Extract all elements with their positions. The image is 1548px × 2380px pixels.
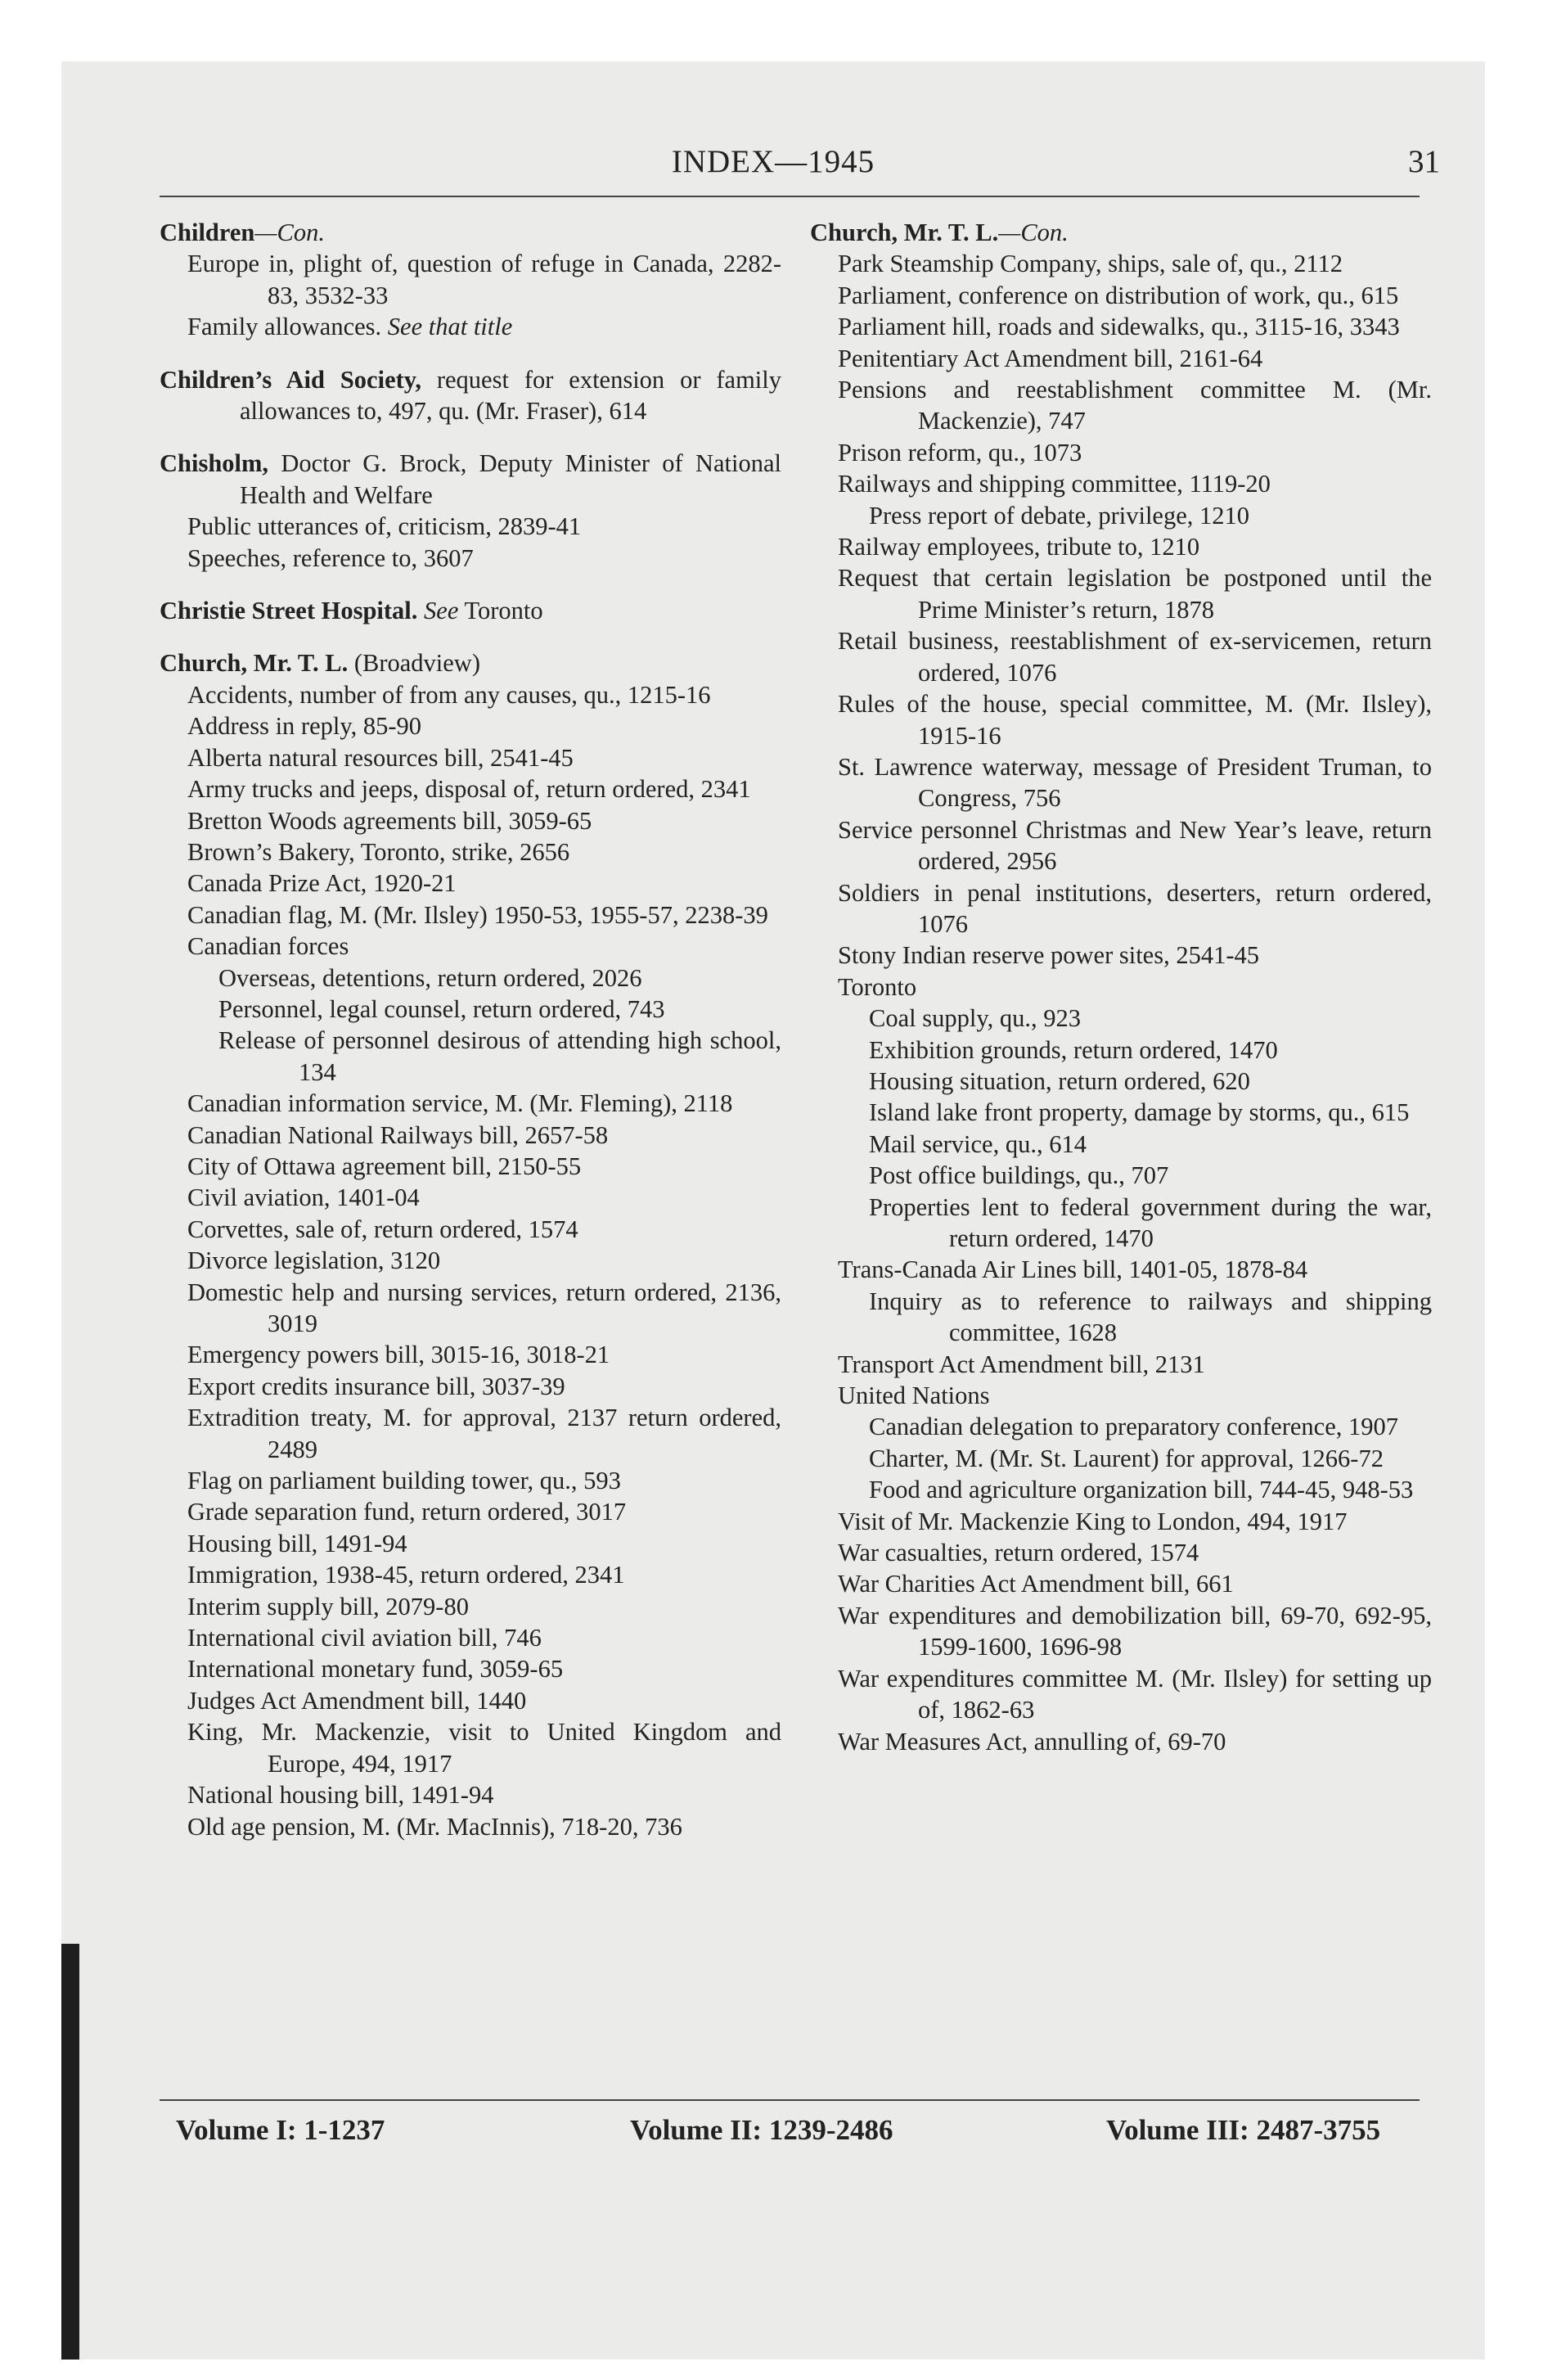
entry-text: Old age pension, M. (Mr. MacInnis), 718-20, 736 — [187, 1812, 682, 1841]
heading-name: Children’s Aid Society, — [160, 365, 421, 394]
continued-marker: —Con. — [998, 219, 1069, 246]
index-subentry — [810, 625, 1432, 688]
entry-text: Personnel, legal counsel, return ordered, 743 — [218, 994, 665, 1023]
entry-text: Housing bill, 1491-94 — [187, 1529, 407, 1557]
entry-text: Food and agriculture organization bill, 744-45, 948-53 — [869, 1476, 1414, 1504]
index-subentry — [810, 437, 1432, 468]
index-subentry — [160, 1685, 781, 1716]
index-subentry — [160, 1779, 781, 1810]
index-subentry — [160, 543, 781, 574]
entry-text: Overseas, detentions, return ordered, 2026 — [218, 963, 642, 992]
index-subentry — [160, 805, 781, 836]
heading-name: Children — [160, 219, 255, 246]
entry-text: Retail business, reestablishment of ex-servicemen, return ordered, 1076 — [838, 627, 1432, 687]
index-subentry — [160, 1465, 781, 1496]
index-subentry — [810, 531, 1432, 562]
index-subentry — [160, 742, 781, 773]
page-number: 31 — [1408, 144, 1440, 179]
entry-text: Brown’s Bakery, Toronto, strike, 2656 — [187, 837, 570, 866]
index-subentry — [160, 1120, 781, 1151]
entry-text: King, Mr. Mackenzie, visit to United Kingdom and Europe, 494, 1917 — [187, 1718, 781, 1778]
entry-text: Mail service, qu., 614 — [869, 1129, 1087, 1158]
index-subentry — [810, 1254, 1432, 1285]
entry-text: War expenditures committee M. (Mr. Ilsley) for setting up of, 1862-63 — [838, 1664, 1432, 1724]
entry-text: Transport Act Amendment bill, 2131 — [838, 1350, 1205, 1378]
heading-name: Church, Mr. T. L. — [810, 219, 999, 246]
entry-text: Railway employees, tribute to, 1210 — [838, 533, 1200, 561]
index-subentry — [810, 1380, 1432, 1411]
index-subentry — [810, 500, 1432, 531]
entry-text: Charter, M. (Mr. St. Laurent) for approval, 1266-72 — [869, 1444, 1384, 1472]
index-subentry — [810, 1474, 1432, 1505]
entry-text: Properties lent to federal government during the war, return ordered, 1470 — [869, 1192, 1432, 1252]
index-subentry — [160, 1496, 781, 1527]
entry-text: Doctor G. Brock, Deputy Minister of National Health and Welfare — [240, 449, 781, 509]
entry-text: Railways and shipping committee, 1119-20 — [838, 470, 1271, 498]
entry-text: Rules of the house, special committee, M. (Mr. Ilsley), 1915-16 — [838, 690, 1432, 750]
index-heading — [160, 448, 781, 511]
see-reference: See — [424, 597, 459, 625]
index-subentry — [160, 1622, 781, 1653]
index-subentry — [160, 1402, 781, 1465]
index-heading — [160, 595, 781, 626]
index-subentry — [810, 1568, 1432, 1599]
scanned-page — [61, 61, 1485, 2360]
index-subentry — [810, 1129, 1432, 1160]
entry-text: Pensions and reestablishment committee M. (Mr. Mackenzie), 747 — [838, 376, 1432, 435]
scan-edge-shadow — [61, 1944, 79, 2360]
entry-text: Speeches, reference to, 3607 — [187, 543, 474, 572]
entry-text: Bretton Woods agreements bill, 3059-65 — [187, 806, 592, 835]
index-subentry — [810, 1160, 1432, 1191]
entry-text: Interim supply bill, 2079-80 — [187, 1592, 469, 1620]
entry-text: Visit of Mr. Mackenzie King to London, 494, 1917 — [838, 1507, 1348, 1535]
entry-text: Alberta natural resources bill, 2541-45 — [187, 743, 574, 772]
entry-text: Toronto — [838, 972, 917, 1001]
entry-text: Request that certain legislation be postponed until the Prime Minister’s return, 1878 — [838, 564, 1432, 624]
index-subentry — [160, 1528, 781, 1559]
entry-text: Stony Indian reserve power sites, 2541-45 — [838, 941, 1260, 970]
index-subentry — [810, 1349, 1432, 1380]
entry-text: Coal supply, qu., 923 — [869, 1004, 1081, 1033]
entry-text: Canadian National Railways bill, 2657-58 — [187, 1120, 609, 1149]
entry-text: Army trucks and jeeps, disposal of, return ordered, 2341 — [187, 775, 751, 804]
index-subentry — [810, 1066, 1432, 1097]
index-subentry — [160, 1716, 781, 1779]
index-subentry — [810, 1411, 1432, 1442]
index-subentry — [810, 877, 1432, 940]
index-subentry — [160, 1182, 781, 1213]
entry-text: Inquiry as to reference to railways and shipping committee, 1628 — [869, 1287, 1432, 1347]
entry-text: Canadian flag, M. (Mr. Ilsley) 1950-53, 1955-57, 2238-39 — [187, 900, 768, 929]
index-subentry — [810, 1537, 1432, 1568]
index-subentry — [160, 1371, 781, 1402]
index-column-right — [810, 217, 1432, 1757]
entry-text: Island lake front property, damage by storms, qu., 615 — [869, 1098, 1410, 1127]
index-subentry — [810, 1034, 1432, 1066]
heading-name: Chisholm, — [160, 449, 269, 478]
entry-text: Divorce legislation, 3120 — [187, 1246, 441, 1275]
index-subentry — [810, 1003, 1432, 1034]
index-subentry — [160, 1245, 781, 1276]
entry-text: Parliament hill, roads and sidewalks, qu., 3115-16, 3343 — [838, 313, 1400, 341]
index-subentry — [810, 751, 1432, 814]
index-subentry — [160, 1591, 781, 1622]
index-subentry — [810, 971, 1432, 1003]
entry-text: United Nations — [838, 1382, 990, 1410]
entry-text: Export credits insurance bill, 3037-39 — [187, 1372, 565, 1400]
index-heading — [160, 647, 781, 678]
index-subentry — [810, 688, 1432, 751]
index-subentry — [160, 773, 781, 805]
index-subentry — [160, 248, 781, 311]
index-subentry — [810, 1097, 1432, 1128]
index-subentry — [160, 1151, 781, 1182]
heading-name: Church, Mr. T. L. — [160, 649, 349, 678]
entry-text: Flag on parliament building tower, qu., 593 — [187, 1467, 621, 1495]
index-subentry — [160, 1559, 781, 1590]
see-reference: See that title — [387, 313, 513, 341]
index-subentry — [160, 511, 781, 542]
entry-text: Judges Act Amendment bill, 1440 — [187, 1686, 527, 1715]
entry-text: War expenditures and demobilization bill, 69-70, 692-95, 1599-1600, 1696-98 — [838, 1601, 1432, 1661]
index-subentry — [810, 1192, 1432, 1255]
index-subentry — [160, 679, 781, 710]
entry-text: Public utterances of, criticism, 2839-41 — [187, 512, 582, 541]
entry-text: Canadian delegation to preparatory conference, 1907 — [869, 1413, 1398, 1441]
entry-text: Immigration, 1938-45, return ordered, 2341 — [187, 1561, 625, 1589]
entry-text: Civil aviation, 1401-04 — [187, 1183, 420, 1212]
entry-text: Prison reform, qu., 1073 — [838, 438, 1082, 467]
entry-text: Extradition treaty, M. for approval, 2137 return ordered, 2489 — [187, 1404, 781, 1463]
entry-text: Canadian information service, M. (Mr. Fleming), 2118 — [187, 1089, 733, 1118]
index-column-left — [160, 217, 781, 1842]
index-subentry — [160, 1811, 781, 1842]
footer-volume-3: Volume III: 2487-3755 — [1106, 2114, 1381, 2146]
page-header-title: INDEX—1945 — [671, 144, 875, 179]
index-subentry — [160, 994, 781, 1025]
entry-text: Toronto — [458, 597, 543, 625]
entry-text: Press report of debate, privilege, 1210 — [869, 501, 1249, 530]
index-subentry — [810, 280, 1432, 311]
index-subentry — [810, 343, 1432, 374]
entry-text: Service personnel Christmas and New Year’s leave, return ordered, 2956 — [838, 815, 1432, 876]
index-subentry — [160, 1339, 781, 1370]
index-subentry — [810, 1506, 1432, 1537]
entry-text: Park Steamship Company, ships, sale of, qu., 2112 — [838, 250, 1343, 278]
continued-marker: —Con. — [254, 219, 325, 246]
index-subentry — [160, 311, 781, 342]
footer-volume-1: Volume I: 1-1237 — [176, 2114, 385, 2146]
entry-text: Housing situation, return ordered, 620 — [869, 1066, 1250, 1095]
index-subentry — [810, 814, 1432, 877]
index-subentry — [810, 1663, 1432, 1726]
entry-text: Post office buildings, qu., 707 — [869, 1161, 1169, 1190]
index-subentry — [810, 940, 1432, 971]
index-heading — [160, 364, 781, 427]
entry-text: Release of personnel desirous of attending high school, 134 — [218, 1026, 781, 1086]
entry-text: Penitentiary Act Amendment bill, 2161-64 — [838, 344, 1263, 372]
footer-rule — [160, 2099, 1420, 2101]
entry-text: Canada Prize Act, 1920-21 — [187, 869, 457, 898]
index-subentry — [160, 868, 781, 899]
entry-text: Address in reply, 85-90 — [187, 712, 422, 741]
entry-text: Soldiers in penal institutions, deserters, return ordered, 1076 — [838, 878, 1432, 938]
entry-text: Canadian forces — [187, 932, 349, 961]
index-subentry — [160, 962, 781, 994]
index-subentry — [810, 562, 1432, 625]
index-subentry — [160, 1653, 781, 1684]
entry-text: St. Lawrence waterway, message of President Truman, to Congress, 756 — [838, 752, 1432, 813]
index-subentry — [810, 1600, 1432, 1663]
entry-text: City of Ottawa agreement bill, 2150-55 — [187, 1152, 582, 1180]
index-subentry — [160, 899, 781, 931]
index-subentry — [160, 836, 781, 868]
index-subentry — [810, 374, 1432, 437]
header-rule — [160, 196, 1420, 197]
index-subentry — [810, 1443, 1432, 1474]
entry-text: Exhibition grounds, return ordered, 1470 — [869, 1035, 1278, 1064]
entry-text — [417, 597, 424, 624]
index-heading — [160, 217, 781, 248]
entry-text: Accidents, number of from any causes, qu., 1215-16 — [187, 680, 711, 709]
entry-text: Parliament, conference on distribution of work, qu., 615 — [838, 281, 1399, 309]
entry-text: War casualties, return ordered, 1574 — [838, 1539, 1199, 1567]
entry-text: Grade separation fund, return ordered, 3017 — [187, 1498, 627, 1526]
entry-text: Domestic help and nursing services, return ordered, 2136, 3019 — [187, 1278, 781, 1337]
entry-text: War Measures Act, annulling of, 69-70 — [838, 1727, 1226, 1756]
index-heading — [810, 217, 1432, 248]
index-subentry — [160, 1088, 781, 1119]
index-subentry — [810, 1726, 1432, 1757]
index-subentry — [810, 248, 1432, 279]
entry-text: request for extension or family allowances to, 497, qu. (Mr. Fraser), 614 — [240, 365, 781, 426]
entry-text: National housing bill, 1491-94 — [187, 1781, 494, 1810]
index-subentry — [810, 468, 1432, 499]
entry-text: International monetary fund, 3059-65 — [187, 1655, 564, 1684]
entry-text: Europe in, plight of, question of refuge in Canada, 2282-83, 3532-33 — [187, 250, 781, 309]
heading-name: Christie Street Hospital. — [160, 597, 418, 625]
index-subentry — [810, 1286, 1432, 1349]
index-subentry — [160, 1277, 781, 1340]
entry-text: International civil aviation bill, 746 — [187, 1624, 542, 1652]
index-subentry — [160, 710, 781, 741]
index-subentry — [160, 1025, 781, 1088]
entry-text: Trans-Canada Air Lines bill, 1401-05, 1878-84 — [838, 1255, 1308, 1284]
index-subentry — [160, 1214, 781, 1245]
entry-text: (Broadview) — [348, 649, 480, 678]
entry-text: War Charities Act Amendment bill, 661 — [838, 1570, 1234, 1598]
index-subentry — [160, 931, 781, 962]
entry-text: Emergency powers bill, 3015-16, 3018-21 — [187, 1341, 610, 1369]
footer-volume-2: Volume II: 1239-2486 — [630, 2114, 893, 2146]
entry-text: Family allowances. — [187, 313, 388, 341]
entry-text: Corvettes, sale of, return ordered, 1574 — [187, 1215, 578, 1243]
index-subentry — [810, 311, 1432, 342]
